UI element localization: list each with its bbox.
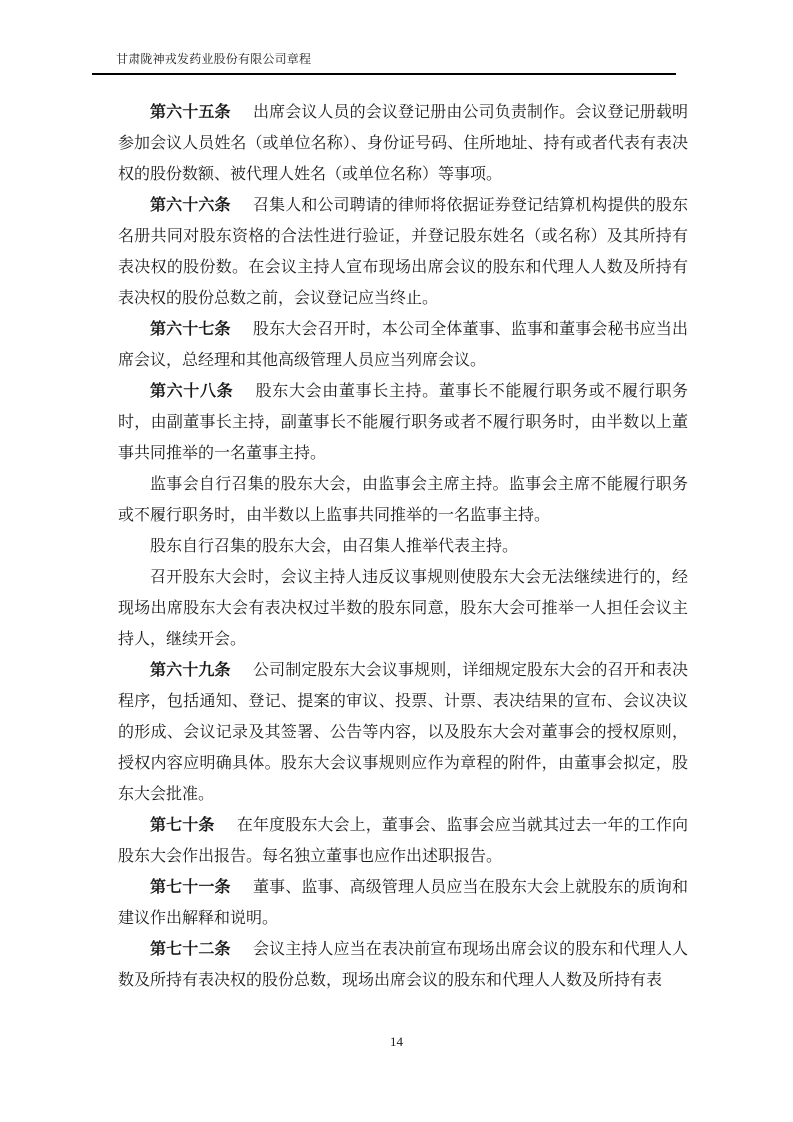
article-paragraph: [118, 376, 688, 469]
article-paragraph: [118, 872, 688, 934]
article-paragraph: [118, 469, 688, 531]
article-text: 公司制定股东大会议事规则，详细规定股东大会的召开和表决程序，包括通知、登记、提案的审议、投票、计票、表决结果的宣布、会议决议的形成、会议记录及其签署、公告等内容，以及股东大会对董事会的授权原则，授权内容应明确具体。股东大会议事规则应作为章程的附件，由董事会拟定，股东大会批准。: [118, 662, 688, 803]
article-paragraph: [118, 190, 688, 314]
page-number: 14: [390, 1034, 403, 1049]
article-number: 第七十一条: [150, 879, 231, 896]
article-text: 董事、监事、高级管理人员应当在股东大会上就股东的质询和建议作出解释和说明。: [118, 879, 688, 927]
article-paragraph: [118, 97, 688, 190]
page-header: [92, 50, 676, 75]
document-body: [118, 97, 688, 996]
article-paragraph: [118, 934, 688, 996]
article-number: 第六十五条: [150, 104, 231, 121]
article-paragraph: [118, 810, 688, 872]
article-number: 第六十九条: [150, 662, 231, 679]
article-text: 召开股东大会时，会议主持人违反议事规则使股东大会无法继续进行的，经现场出席股东大会有表决权过半数的股东同意，股东大会可推举一人担任会议主持人，继续开会。: [118, 569, 688, 648]
article-number: 第七十条: [150, 817, 215, 834]
article-paragraph: [118, 531, 688, 562]
article-text: 会议主持人应当在表决前宣布现场出席会议的股东和代理人人数及所持有表决权的股份总数，现场出席会议的股东和代理人人数及所持有表: [118, 941, 688, 989]
article-paragraph: [118, 314, 688, 376]
article-text: 召集人和公司聘请的律师将依据证券登记结算机构提供的股东名册共同对股东资格的合法性进行验证，并登记股东姓名（或名称）及其所持有表决权的股份数。在会议主持人宣布现场出席会议的股东和代理人人数及所持有表决权的股份总数之前，会议登记应当终止。: [118, 197, 688, 307]
article-paragraph: [118, 562, 688, 655]
article-text: 股东自行召集的股东大会，由召集人推举代表主持。: [150, 538, 519, 555]
article-number: 第七十二条: [150, 941, 231, 958]
article-text: 在年度股东大会上，董事会、监事会应当就其过去一年的工作向股东大会作出报告。每名独立董事也应作出述职报告。: [118, 817, 688, 865]
article-paragraph: [118, 655, 688, 810]
article-number: 第六十八条: [150, 383, 234, 400]
article-text: 股东大会由董事长主持。董事长不能履行职务或不履行职务时，由副董事长主持，副董事长不能履行职务或者不履行职务时，由半数以上董事共同推举的一名董事主持。: [118, 383, 688, 462]
article-text: 出席会议人员的会议登记册由公司负责制作。会议登记册载明参加会议人员姓名（或单位名称）、身份证号码、住所地址、持有或者代表有表决权的股份数额、被代理人姓名（或单位名称）等事项。: [118, 104, 688, 183]
page-footer: [0, 1034, 793, 1050]
header-title: 甘肃陇神戎发药业股份有限公司章程: [116, 52, 312, 66]
article-text: 股东大会召开时，本公司全体董事、监事和董事会秘书应当出席会议，总经理和其他高级管理人员应当列席会议。: [118, 321, 688, 369]
article-text: 监事会自行召集的股东大会，由监事会主席主持。监事会主席不能履行职务或不履行职务时，由半数以上监事共同推举的一名监事主持。: [118, 476, 688, 524]
article-number: 第六十六条: [150, 197, 231, 214]
article-number: 第六十七条: [150, 321, 231, 338]
